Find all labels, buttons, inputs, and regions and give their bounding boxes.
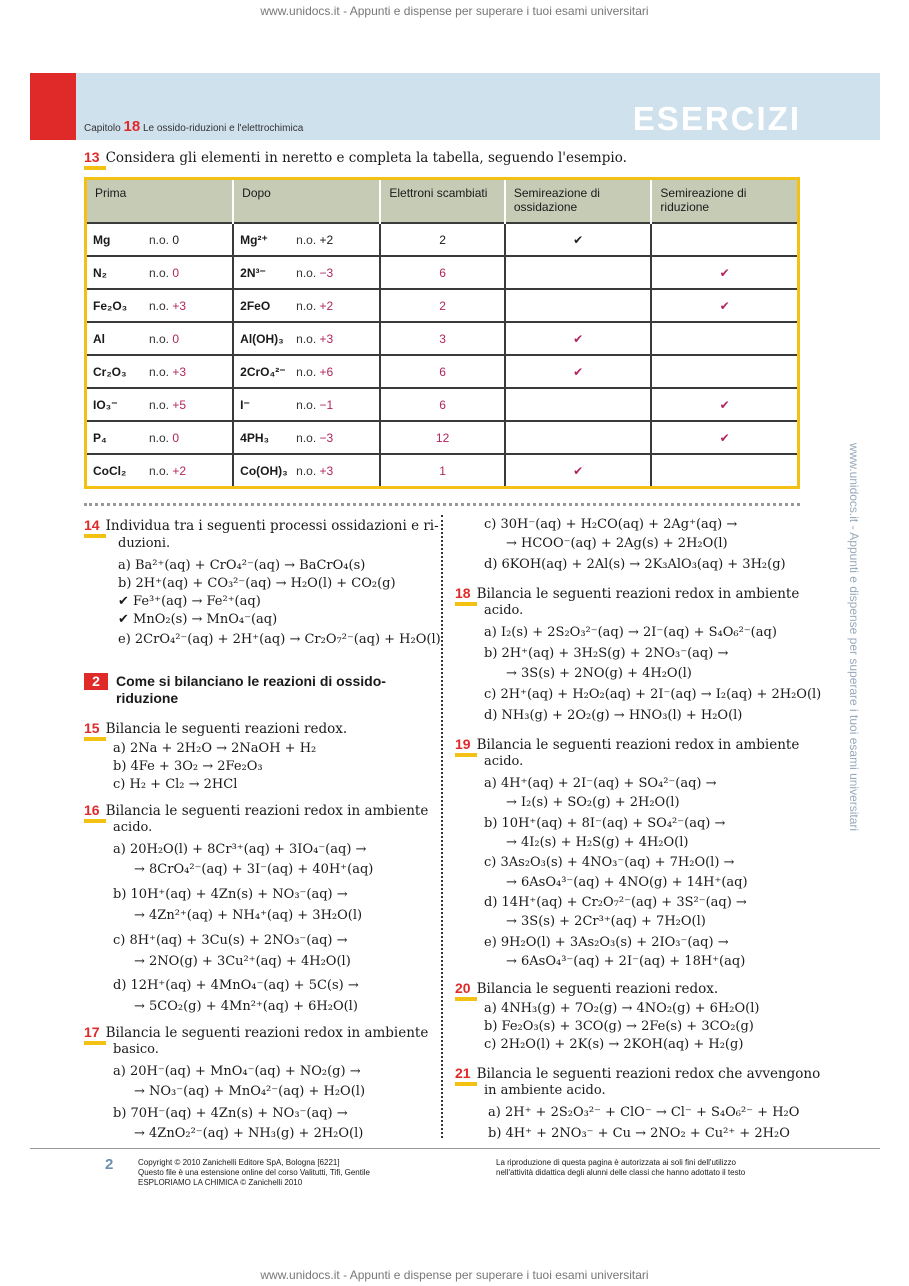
- cell-electrons: 6: [380, 355, 505, 388]
- cell-electrons: 1: [380, 454, 505, 488]
- cell-oxidation: ✔: [505, 454, 652, 488]
- exercise-line: d) 6KOH(aq) + 2Al(s) → 2K₃AlO₃(aq) + 3H₂(g): [484, 557, 786, 572]
- exercise-line: → 6AsO₄³⁻(aq) + 2I⁻(aq) + 18H⁺(aq): [506, 954, 746, 969]
- exercise-line: b) 4Fe + 3O₂ → 2Fe₂O₃: [113, 759, 263, 774]
- exercise-line: → NO₃⁻(aq) + MnO₄²⁻(aq) + H₂O(l): [134, 1084, 366, 1099]
- watermark-top: www.unidocs.it - Appunti e dispense per superare i tuoi esami universitari: [260, 4, 649, 18]
- exercise-number: 14: [84, 517, 100, 533]
- species: 2CrO₄²⁻: [240, 364, 286, 379]
- cell-before: [86, 322, 234, 355]
- dotted-divider: [84, 503, 800, 506]
- exercise-heading: [455, 1064, 820, 1083]
- exercise-heading: [84, 1023, 428, 1042]
- exercise-heading: [84, 516, 439, 535]
- species: 4PH₃: [240, 430, 270, 445]
- exercise-line: acido.: [113, 820, 153, 835]
- exercise-line: b) 2H⁺(aq) + 3H₂S(g) + 2NO₃⁻(aq) →: [484, 646, 729, 661]
- exercise-text: Bilancia le seguenti reazioni redox in ambiente: [105, 803, 429, 819]
- exercise-line: c) 8H⁺(aq) + 3Cu(s) + 2NO₃⁻(aq) →: [113, 933, 348, 948]
- footer-left: [138, 1158, 370, 1188]
- col-header: Prima: [86, 179, 234, 224]
- no-label: n.o.: [149, 463, 170, 478]
- page-number: 2: [105, 1156, 114, 1173]
- exercise-line: a) Ba²⁺(aq) + CrO₄²⁻(aq) → BaCrO₄(s): [118, 558, 366, 573]
- cell-reduction: [651, 355, 798, 388]
- column-divider: [441, 515, 443, 1138]
- exercise-line: a) 4NH₃(g) + 7O₂(g) → 4NO₂(g) + 6H₂O(l): [484, 1001, 760, 1016]
- exercise-line: e) 2CrO₄²⁻(aq) + 2H⁺(aq) → Cr₂O₇²⁻(aq) + H₂O(l): [118, 632, 441, 647]
- exercise-number: 17: [84, 1024, 100, 1040]
- no-label: n.o.: [296, 298, 317, 313]
- no-label: n.o.: [296, 331, 317, 346]
- watermark-right: www.unidocs.it - Appunti e dispense per superare i tuoi esami universitari: [847, 442, 862, 832]
- no-label: n.o.: [296, 364, 317, 379]
- exercise-line: ✔ Fe³⁺(aq) → Fe²⁺(aq): [118, 594, 261, 609]
- footer-course: Questo file è una estensione online del corso Valitutti, Tifi, Gentile: [138, 1168, 370, 1177]
- exercise-number: 20: [455, 980, 471, 996]
- cell-after: [233, 355, 380, 388]
- exercise-number: 21: [455, 1065, 471, 1081]
- cell-before: [86, 454, 234, 488]
- species: Mg: [93, 232, 111, 247]
- cell-after: [233, 454, 380, 488]
- exercise-line: c) 2H₂O(l) + 2K(s) → 2KOH(aq) + H₂(g): [484, 1037, 744, 1052]
- table-row: [86, 223, 799, 256]
- species: Mg²⁺: [240, 232, 268, 247]
- cell-reduction: ✔: [651, 256, 798, 289]
- table-row: [86, 256, 799, 289]
- cell-oxidation: [505, 256, 652, 289]
- exercise-line: ✔ MnO₂(s) → MnO₄⁻(aq): [118, 612, 278, 627]
- exercise-line: c) 30H⁻(aq) + H₂CO(aq) + 2Ag⁺(aq) →: [484, 517, 738, 532]
- exercise-line: → HCOO⁻(aq) + 2Ag(s) + 2H₂O(l): [506, 536, 728, 551]
- watermark-bottom: www.unidocs.it - Appunti e dispense per superare i tuoi esami universitari: [260, 1268, 649, 1282]
- cell-oxidation: [505, 388, 652, 421]
- ox-number: +3: [172, 298, 187, 313]
- col-header: Dopo: [233, 179, 380, 224]
- exercise-line: a) 20H⁻(aq) + MnO₄⁻(aq) + NO₂(g) →: [113, 1064, 361, 1079]
- species: I⁻: [240, 397, 250, 412]
- species: 2N³⁻: [240, 265, 266, 280]
- exercise-text: Bilancia le seguenti reazioni redox in ambiente: [105, 1025, 429, 1041]
- table-header-row: [86, 179, 799, 224]
- cell-electrons: 6: [380, 256, 505, 289]
- cell-before: [86, 421, 234, 454]
- no-label: n.o.: [149, 397, 170, 412]
- ox-number: 0: [172, 265, 180, 280]
- no-label: n.o.: [296, 265, 317, 280]
- species: Al: [93, 331, 105, 346]
- cell-electrons: 2: [380, 223, 505, 256]
- exercise-heading: [455, 584, 799, 603]
- exercise-line: a) I₂(s) + 2S₂O₃²⁻(aq) → 2I⁻(aq) + S₄O₆²⁻(aq): [484, 625, 777, 640]
- no-label: n.o.: [296, 463, 317, 478]
- exercise-text: Individua tra i seguenti processi ossidazioni e ri-: [105, 518, 439, 534]
- footer-right: [496, 1158, 745, 1178]
- section-heading-line2: riduzione: [116, 690, 179, 706]
- section-number: 2: [84, 673, 108, 690]
- species: Fe₂O₃: [93, 298, 128, 313]
- exercise-line: c) 2H⁺(aq) + H₂O₂(aq) + 2I⁻(aq) → I₂(aq) + 2H₂O(l): [484, 687, 822, 702]
- species: P₄: [93, 430, 107, 445]
- exercise-line: duzioni.: [118, 536, 171, 551]
- exercise-line: → 4ZnO₂²⁻(aq) + NH₃(g) + 2H₂O(l): [134, 1126, 364, 1141]
- exercise-line: a) 2Na + 2H₂O → 2NaOH + H₂: [113, 741, 317, 756]
- no-label: n.o.: [296, 430, 317, 445]
- ox-number: +5: [172, 397, 187, 412]
- cell-after: [233, 289, 380, 322]
- exercise-heading: [455, 735, 799, 754]
- cell-before: [86, 223, 234, 256]
- no-label: n.o.: [149, 298, 170, 313]
- species: CoCl₂: [93, 463, 127, 478]
- species: N₂: [93, 265, 107, 280]
- exercise-line: → I₂(s) + SO₂(g) + 2H₂O(l): [506, 795, 680, 810]
- cell-before: [86, 256, 234, 289]
- cell-reduction: [651, 322, 798, 355]
- col-header: Elettroni scambiati: [380, 179, 505, 224]
- exercise-text: Bilancia le seguenti reazioni redox.: [476, 981, 719, 997]
- footer-rule: [30, 1148, 880, 1149]
- exercise-line: acido.: [484, 754, 524, 769]
- col-header: Semireazione di ossidazione: [505, 179, 652, 224]
- table-row: [86, 355, 799, 388]
- exercise-line: basico.: [113, 1042, 159, 1057]
- ox-number: +2: [319, 232, 334, 247]
- species: IO₃⁻: [93, 397, 118, 412]
- table-row: [86, 388, 799, 421]
- section-2-heading: [84, 673, 386, 707]
- exercise-text: Bilancia le seguenti reazioni redox in ambiente: [476, 737, 800, 753]
- ox-number: +2: [172, 463, 187, 478]
- chapter-title: Le ossido-riduzioni e l'elettrochimica: [142, 123, 304, 134]
- exercise-number: 13: [84, 149, 100, 165]
- exercise-line: b) 10H⁺(aq) + 4Zn(s) + NO₃⁻(aq) →: [113, 887, 348, 902]
- footer-notice-1: La riproduzione di questa pagina è autorizzata ai soli fini dell'utilizzo: [496, 1158, 736, 1167]
- exercise-line: c) H₂ + Cl₂ → 2HCl: [113, 777, 238, 792]
- cell-oxidation: [505, 289, 652, 322]
- no-label: n.o.: [296, 397, 317, 412]
- exercise-line: e) 9H₂O(l) + 3As₂O₃(s) + 2IO₃⁻(aq) →: [484, 935, 729, 950]
- exercise-line: → 5CO₂(g) + 4Mn²⁺(aq) + 6H₂O(l): [134, 999, 358, 1014]
- section-title: ESERCIZI: [632, 100, 801, 137]
- footer-copyright: Copyright © 2010 Zanichelli Editore SpA, Bologna [6221]: [138, 1158, 340, 1167]
- ox-number: +3: [319, 331, 334, 346]
- exercise-line: → 4I₂(s) + H₂S(g) + 4H₂O(l): [506, 835, 689, 850]
- cell-oxidation: ✔: [505, 223, 652, 256]
- exercise-text: Considera gli elementi in neretto e completa la tabella, seguendo l'esempio.: [105, 150, 627, 166]
- ox-number: 0: [172, 430, 180, 445]
- exercise-text: Bilancia le seguenti reazioni redox in ambiente: [476, 586, 800, 602]
- exercise-line: → 2NO(g) + 3Cu²⁺(aq) + 4H₂O(l): [134, 954, 351, 969]
- exercise-line: a) 20H₂O(l) + 8Cr³⁺(aq) + 3IO₄⁻(aq) →: [113, 842, 367, 857]
- exercise-line: → 8CrO₄²⁻(aq) + 3I⁻(aq) + 40H⁺(aq): [134, 862, 374, 877]
- cell-reduction: ✔: [651, 421, 798, 454]
- exercise-number: 19: [455, 736, 471, 752]
- exercise-13: [84, 148, 627, 167]
- no-label: n.o.: [296, 232, 317, 247]
- cell-oxidation: [505, 421, 652, 454]
- species: Al(OH)₃: [240, 331, 284, 346]
- chapter-number: 18: [123, 118, 141, 135]
- exercise-line: in ambiente acido.: [484, 1083, 606, 1098]
- cell-electrons: 12: [380, 421, 505, 454]
- exercise-line: d) 12H⁺(aq) + 4MnO₄⁻(aq) + 5C(s) →: [113, 978, 359, 993]
- oxidation-table: [84, 177, 800, 489]
- exercise-line: acido.: [484, 603, 524, 618]
- chapter-heading: [84, 118, 303, 135]
- header-red-tab: [30, 73, 76, 140]
- exercise-line: → 3S(s) + 2Cr³⁺(aq) + 7H₂O(l): [506, 914, 706, 929]
- cell-oxidation: ✔: [505, 355, 652, 388]
- species: Co(OH)₃: [240, 463, 288, 478]
- exercise-line: b) 70H⁻(aq) + 4Zn(s) + NO₃⁻(aq) →: [113, 1106, 348, 1121]
- cell-before: [86, 355, 234, 388]
- cell-reduction: [651, 454, 798, 488]
- exercise-line: → 6AsO₄³⁻(aq) + 4NO(g) + 14H⁺(aq): [506, 875, 748, 890]
- ox-number: −3: [319, 430, 334, 445]
- cell-after: [233, 322, 380, 355]
- no-label: n.o.: [149, 430, 170, 445]
- chapter-label: Capitolo: [84, 123, 121, 134]
- exercise-heading: [84, 801, 428, 820]
- exercise-number: 15: [84, 720, 100, 736]
- exercise-number: 18: [455, 585, 471, 601]
- no-label: n.o.: [149, 331, 170, 346]
- cell-after: [233, 388, 380, 421]
- ox-number: 0: [172, 232, 180, 247]
- cell-reduction: ✔: [651, 388, 798, 421]
- ox-number: 0: [172, 331, 180, 346]
- no-label: n.o.: [149, 265, 170, 280]
- table-row: [86, 289, 799, 322]
- exercise-heading: [84, 719, 347, 738]
- ox-number: +3: [319, 463, 334, 478]
- table-row: [86, 322, 799, 355]
- exercise-line: d) NH₃(g) + 2O₂(g) → HNO₃(l) + H₂O(l): [484, 708, 743, 723]
- exercise-text: Bilancia le seguenti reazioni redox che avvengono: [476, 1066, 821, 1082]
- cell-after: [233, 421, 380, 454]
- col-header: Semireazione di riduzione: [651, 179, 798, 224]
- table-body: [86, 223, 799, 488]
- exercise-line: b) 2H⁺(aq) + CO₃²⁻(aq) → H₂O(l) + CO₂(g): [118, 576, 396, 591]
- section-heading-line1: Come si bilanciano le reazioni di ossido-: [116, 673, 386, 689]
- species: 2FeO: [240, 298, 271, 313]
- species: Cr₂O₃: [93, 364, 127, 379]
- cell-electrons: 2: [380, 289, 505, 322]
- cell-before: [86, 289, 234, 322]
- cell-before: [86, 388, 234, 421]
- exercise-line: c) 3As₂O₃(s) + 4NO₃⁻(aq) + 7H₂O(l) →: [484, 855, 735, 870]
- exercise-line: a) 4H⁺(aq) + 2I⁻(aq) + SO₄²⁻(aq) →: [484, 776, 717, 791]
- exercise-line: b) 10H⁺(aq) + 8I⁻(aq) + SO₄²⁻(aq) →: [484, 816, 726, 831]
- cell-electrons: 3: [380, 322, 505, 355]
- footer-book: ESPLORIAMO LA CHIMICA © Zanichelli 2010: [138, 1178, 303, 1187]
- cell-reduction: [651, 223, 798, 256]
- no-label: n.o.: [149, 232, 170, 247]
- exercise-line: → 4Zn²⁺(aq) + NH₄⁺(aq) + 3H₂O(l): [134, 908, 363, 923]
- ox-number: +2: [319, 298, 334, 313]
- cell-after: [233, 256, 380, 289]
- exercise-line: → 3S(s) + 2NO(g) + 4H₂O(l): [506, 666, 692, 681]
- ox-number: −1: [319, 397, 334, 412]
- cell-electrons: 6: [380, 388, 505, 421]
- exercise-line: b) 4H⁺ + 2NO₃⁻ + Cu → 2NO₂ + Cu²⁺ + 2H₂O: [488, 1126, 790, 1141]
- ox-number: +6: [319, 364, 334, 379]
- exercise-line: a) 2H⁺ + 2S₂O₃²⁻ + ClO⁻ → Cl⁻ + S₄O₆²⁻ + H₂O: [488, 1105, 800, 1120]
- table-row: [86, 421, 799, 454]
- exercise-line: d) 14H⁺(aq) + Cr₂O₇²⁻(aq) + 3S²⁻(aq) →: [484, 895, 747, 910]
- exercise-text: Bilancia le seguenti reazioni redox.: [105, 721, 348, 737]
- ox-number: +3: [172, 364, 187, 379]
- exercise-number: 16: [84, 802, 100, 818]
- no-label: n.o.: [149, 364, 170, 379]
- exercise-heading: [455, 979, 718, 998]
- cell-oxidation: ✔: [505, 322, 652, 355]
- footer-notice-2: nell'attività didattica degli alunni delle classi che hanno adottato il testo: [496, 1168, 746, 1177]
- cell-after: [233, 223, 380, 256]
- table-row: [86, 454, 799, 488]
- ox-number: −3: [319, 265, 334, 280]
- exercise-line: b) Fe₂O₃(s) + 3CO(g) → 2Fe(s) + 3CO₂(g): [484, 1019, 754, 1034]
- cell-reduction: ✔: [651, 289, 798, 322]
